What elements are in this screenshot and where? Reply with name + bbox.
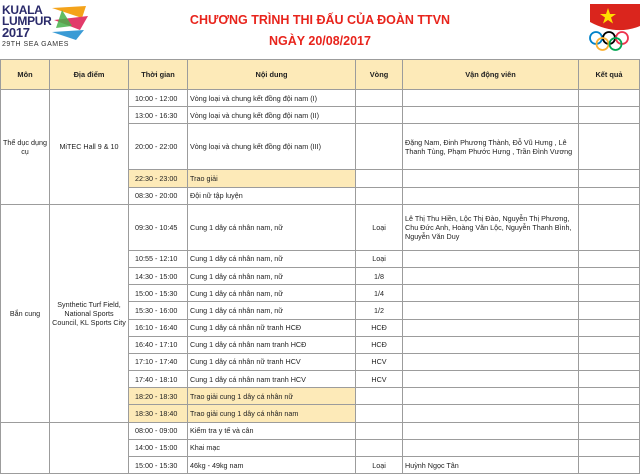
result-cell bbox=[579, 353, 640, 370]
time-cell: 15:00 - 15:30 bbox=[129, 457, 188, 474]
athletes-cell bbox=[403, 267, 579, 284]
col-header: Thời gian bbox=[129, 60, 188, 90]
col-header: Môn bbox=[1, 60, 50, 90]
time-cell: 16:10 - 16:40 bbox=[129, 319, 188, 336]
result-cell bbox=[579, 302, 640, 319]
table-header-row bbox=[1, 60, 640, 90]
athletes-cell bbox=[403, 170, 579, 187]
result-cell bbox=[579, 267, 640, 284]
content-cell: Kiểm tra y tế và cân bbox=[188, 422, 356, 439]
venue-cell: Synthetic Turf Field, National Sports Council, KL Sports City bbox=[50, 204, 129, 422]
round-cell: 1/4 bbox=[356, 285, 403, 302]
athletes-cell bbox=[403, 353, 579, 370]
content-cell: Trao giải bbox=[188, 170, 356, 187]
athletes-cell: Huỳnh Ngọc Tân bbox=[403, 457, 579, 474]
content-cell: Cung 1 dây cá nhân nữ tranh HCV bbox=[188, 353, 356, 370]
result-cell bbox=[579, 124, 640, 170]
time-cell: 13:00 - 16:30 bbox=[129, 107, 188, 124]
content-cell: Trao giải cung 1 dây cá nhân nam bbox=[188, 405, 356, 422]
round-cell: HCĐ bbox=[356, 336, 403, 353]
result-cell bbox=[579, 204, 640, 250]
content-cell: 46kg - 49kg nam bbox=[188, 457, 356, 474]
sport-cell bbox=[1, 422, 50, 474]
result-cell bbox=[579, 388, 640, 405]
content-cell: Đội nữ tập luyện bbox=[188, 187, 356, 204]
content-cell: Cung 1 dây cá nhân nam tranh HCV bbox=[188, 371, 356, 388]
time-cell: 08:30 - 20:00 bbox=[129, 187, 188, 204]
content-cell: Cung 1 dây cá nhân nam, nữ bbox=[188, 204, 356, 250]
athletes-cell: Lê Thị Thu Hiền, Lộc Thị Đào, Nguyễn Thị Phương, Chu Đức Anh, Hoàng Văn Lộc, Nguyễn Thanh Bình, Nguyễn Văn Duy bbox=[403, 204, 579, 250]
result-cell bbox=[579, 336, 640, 353]
athletes-cell bbox=[403, 388, 579, 405]
time-cell: 14:30 - 15:00 bbox=[129, 267, 188, 284]
round-cell bbox=[356, 107, 403, 124]
round-cell bbox=[356, 90, 403, 107]
round-cell: HCV bbox=[356, 353, 403, 370]
result-cell bbox=[579, 285, 640, 302]
content-cell: Cung 1 dây cá nhân nam, nữ bbox=[188, 267, 356, 284]
athletes-cell bbox=[403, 439, 579, 456]
round-cell bbox=[356, 422, 403, 439]
result-cell bbox=[579, 457, 640, 474]
vietnam-olympic-logo bbox=[586, 2, 640, 52]
col-header: Vận động viên bbox=[403, 60, 579, 90]
athletes-cell bbox=[403, 422, 579, 439]
venue-cell: MiTEC Hall 9 & 10 bbox=[50, 90, 129, 205]
round-cell: 1/2 bbox=[356, 302, 403, 319]
content-cell: Vòng loại và chung kết đồng đội nam (III) bbox=[188, 124, 356, 170]
content-cell: Cung 1 dây cá nhân nam, nữ bbox=[188, 302, 356, 319]
result-cell bbox=[579, 371, 640, 388]
athletes-cell bbox=[403, 319, 579, 336]
logo-line-1: KUALA bbox=[2, 3, 43, 17]
schedule-table bbox=[0, 59, 640, 474]
round-cell: HCV bbox=[356, 371, 403, 388]
content-cell: Khai mạc bbox=[188, 439, 356, 456]
round-cell: Loại bbox=[356, 204, 403, 250]
result-cell bbox=[579, 422, 640, 439]
result-cell bbox=[579, 187, 640, 204]
content-cell: Cung 1 dây cá nhân nam, nữ bbox=[188, 285, 356, 302]
time-cell: 20:00 - 22:00 bbox=[129, 124, 188, 170]
content-cell: Cung 1 dây cá nhân nam, nữ bbox=[188, 250, 356, 267]
time-cell: 16:40 - 17:10 bbox=[129, 336, 188, 353]
logo-line-2: LUMPUR bbox=[2, 14, 52, 28]
time-cell: 18:30 - 18:40 bbox=[129, 405, 188, 422]
result-cell bbox=[579, 90, 640, 107]
round-cell: Loại bbox=[356, 457, 403, 474]
content-cell: Trao giải cung 1 dây cá nhân nữ bbox=[188, 388, 356, 405]
logo-line-4: 29TH SEA GAMES bbox=[2, 41, 69, 48]
athletes-cell bbox=[403, 371, 579, 388]
round-cell bbox=[356, 170, 403, 187]
athletes-cell bbox=[403, 302, 579, 319]
page-date: NGÀY 20/08/2017 bbox=[269, 34, 371, 48]
athletes-cell bbox=[403, 107, 579, 124]
logo-line-3: 2017 bbox=[2, 25, 30, 40]
result-cell bbox=[579, 107, 640, 124]
athletes-cell bbox=[403, 336, 579, 353]
athletes-cell bbox=[403, 285, 579, 302]
result-cell bbox=[579, 250, 640, 267]
athletes-cell bbox=[403, 187, 579, 204]
round-cell: HCĐ bbox=[356, 319, 403, 336]
page-header bbox=[0, 0, 640, 60]
flag-rings-icon bbox=[586, 2, 640, 52]
round-cell: Loại bbox=[356, 250, 403, 267]
round-cell bbox=[356, 124, 403, 170]
time-cell: 15:30 - 16:00 bbox=[129, 302, 188, 319]
time-cell: 17:40 - 18:10 bbox=[129, 371, 188, 388]
col-header: Địa điểm bbox=[50, 60, 129, 90]
page-title: CHƯƠNG TRÌNH THI ĐẤU CỦA ĐOÀN TTVN bbox=[189, 13, 451, 27]
round-cell bbox=[356, 187, 403, 204]
content-cell: Cung 1 dây cá nhân nam tranh HCĐ bbox=[188, 336, 356, 353]
time-cell: 18:20 - 18:30 bbox=[129, 388, 188, 405]
athletes-cell bbox=[403, 250, 579, 267]
athletes-cell bbox=[403, 90, 579, 107]
time-cell: 17:10 - 17:40 bbox=[129, 353, 188, 370]
round-cell bbox=[356, 388, 403, 405]
round-cell bbox=[356, 439, 403, 456]
content-cell: Vòng loại và chung kết đồng đội nam (II) bbox=[188, 107, 356, 124]
time-cell: 09:30 - 10:45 bbox=[129, 204, 188, 250]
time-cell: 22:30 - 23:00 bbox=[129, 170, 188, 187]
col-header: Nội dung bbox=[188, 60, 356, 90]
table-row bbox=[1, 204, 640, 250]
result-cell bbox=[579, 319, 640, 336]
table-row bbox=[1, 90, 640, 107]
time-cell: 08:00 - 09:00 bbox=[129, 422, 188, 439]
result-cell bbox=[579, 405, 640, 422]
sport-cell: Bắn cung bbox=[1, 204, 50, 422]
table-row bbox=[1, 422, 640, 439]
time-cell: 14:00 - 15:00 bbox=[129, 439, 188, 456]
time-cell: 10:00 - 12:00 bbox=[129, 90, 188, 107]
time-cell: 10:55 - 12:10 bbox=[129, 250, 188, 267]
result-cell bbox=[579, 170, 640, 187]
content-cell: Vòng loại và chung kết đồng đội nam (I) bbox=[188, 90, 356, 107]
athletes-cell bbox=[403, 405, 579, 422]
athletes-cell: Đặng Nam, Đinh Phương Thành, Đỗ Vũ Hưng , Lê Thanh Tùng, Phạm Phước Hưng , Trần Đình Vương bbox=[403, 124, 579, 170]
col-header: Vòng bbox=[356, 60, 403, 90]
result-cell bbox=[579, 439, 640, 456]
content-cell: Cung 1 dây cá nhân nữ tranh HCĐ bbox=[188, 319, 356, 336]
round-cell: 1/8 bbox=[356, 267, 403, 284]
time-cell: 15:00 - 15:30 bbox=[129, 285, 188, 302]
sport-cell: Thể dục dụng cụ bbox=[1, 90, 50, 205]
round-cell bbox=[356, 405, 403, 422]
col-header: Kết quả bbox=[579, 60, 640, 90]
venue-cell bbox=[50, 422, 129, 474]
